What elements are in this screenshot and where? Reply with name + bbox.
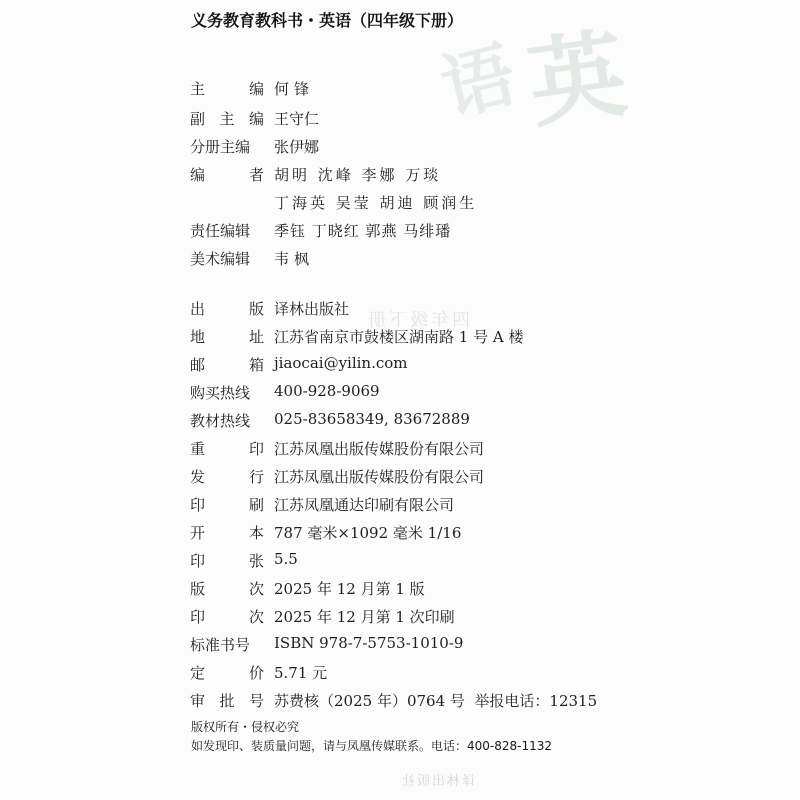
rights-notice: 版权所有・侵权必究 <box>191 720 300 734</box>
row-label <box>190 466 264 487</box>
row-value: 苏费核（2025 年）0764 号 举报电话：12315 <box>274 692 598 710</box>
label-glyph: 审 <box>190 692 206 710</box>
label-glyph: 印 <box>190 608 206 626</box>
row-label <box>190 522 264 543</box>
row-label <box>190 108 264 129</box>
row-value: 025-83658349, 83672889 <box>274 410 470 428</box>
label-glyph: 开 <box>190 524 206 542</box>
row-value: 王守仁 <box>274 110 320 128</box>
label-glyph: 主 <box>190 80 206 98</box>
label-glyph: 价 <box>248 664 264 682</box>
row-label <box>190 298 264 319</box>
label-glyph: 定 <box>190 664 206 682</box>
row-label <box>190 606 264 627</box>
row-label: 责任编辑 <box>190 222 251 240</box>
label-glyph: 者 <box>248 166 264 184</box>
row-label <box>190 78 264 99</box>
row-value: 丁海英 吴莹 胡迪 顾润生 <box>274 194 478 212</box>
label-glyph: 编 <box>248 110 264 128</box>
row-label: 美术编辑 <box>190 250 251 268</box>
label-glyph: 箱 <box>248 356 264 374</box>
row-value: 5.5 <box>274 550 298 568</box>
label-glyph: 印 <box>190 552 206 570</box>
label-glyph: 主 <box>219 110 235 128</box>
row-value: 5.71 元 <box>274 664 328 682</box>
row-label <box>190 690 264 711</box>
quality-contact-notice: 如发现印、装质量问题，请与凤凰传媒联系。电话：400-828-1132 <box>191 739 553 753</box>
watermark-mirrored-text: 四年级下册 <box>365 310 470 331</box>
label-glyph: 版 <box>248 300 264 318</box>
row-label: 教材热线 <box>190 412 251 430</box>
row-label: 购买热线 <box>190 384 251 402</box>
row-label: 标准书号 <box>190 636 251 654</box>
row-value: 韦枫 <box>274 250 315 268</box>
row-value: 江苏省南京市鼓楼区湖南路 1 号 A 楼 <box>274 328 524 346</box>
row-value: 江苏凤凰通达印刷有限公司 <box>274 496 455 514</box>
label-glyph: 印 <box>190 496 206 514</box>
label-glyph: 地 <box>190 328 206 346</box>
label-glyph: 发 <box>190 468 206 486</box>
row-value: 胡明 沈峰 李娜 万琰 <box>274 166 442 184</box>
row-value: 江苏凤凰出版传媒股份有限公司 <box>274 468 485 486</box>
row-value: ISBN 978-7-5753-1010-9 <box>274 634 464 652</box>
label-glyph: 次 <box>248 608 264 626</box>
book-title: 义务教育教科书・英语（四年级下册） <box>191 11 464 30</box>
label-glyph: 址 <box>248 328 264 346</box>
label-glyph: 次 <box>248 580 264 598</box>
label-glyph: 出 <box>190 300 206 318</box>
row-label <box>190 164 264 185</box>
label-glyph: 刷 <box>248 496 264 514</box>
row-value: 何锋 <box>274 80 315 98</box>
row-value: 张伊娜 <box>274 138 320 156</box>
row-label <box>190 494 264 515</box>
label-glyph: 号 <box>248 692 264 710</box>
row-label <box>190 438 264 459</box>
row-label <box>190 550 264 571</box>
row-label <box>190 662 264 683</box>
label-glyph: 编 <box>190 166 206 184</box>
row-value: 季钰 丁晓红 郭燕 马绯璠 <box>274 222 452 240</box>
label-glyph: 批 <box>219 692 235 710</box>
label-glyph: 行 <box>248 468 264 486</box>
watermark-glyph: 英 <box>522 17 633 142</box>
row-value: 2025 年 12 月第 1 次印刷 <box>274 608 455 626</box>
label-glyph: 版 <box>190 580 206 598</box>
label-glyph: 本 <box>248 524 264 542</box>
label-glyph: 编 <box>248 80 264 98</box>
row-value: 江苏凤凰出版传媒股份有限公司 <box>274 440 485 458</box>
copyright-footer <box>191 718 552 756</box>
row-value: 译林出版社 <box>274 300 350 318</box>
label-glyph: 副 <box>190 110 206 128</box>
label-glyph: 重 <box>190 440 206 458</box>
row-value: 400-928-9069 <box>274 382 380 400</box>
watermark-glyph: 语 <box>433 32 524 132</box>
row-label <box>190 354 264 375</box>
label-glyph: 张 <box>248 552 264 570</box>
row-label <box>190 326 264 347</box>
row-label <box>190 578 264 599</box>
row-value: 787 毫米×1092 毫米 1/16 <box>274 524 462 542</box>
label-glyph: 印 <box>248 440 264 458</box>
row-value: jiaocai@yilin.com <box>274 354 408 372</box>
watermark-bottom-text: 译林出版社 <box>400 774 476 789</box>
row-value: 2025 年 12 月第 1 版 <box>274 580 425 598</box>
label-glyph: 邮 <box>190 356 206 374</box>
row-label: 分册主编 <box>190 138 251 156</box>
